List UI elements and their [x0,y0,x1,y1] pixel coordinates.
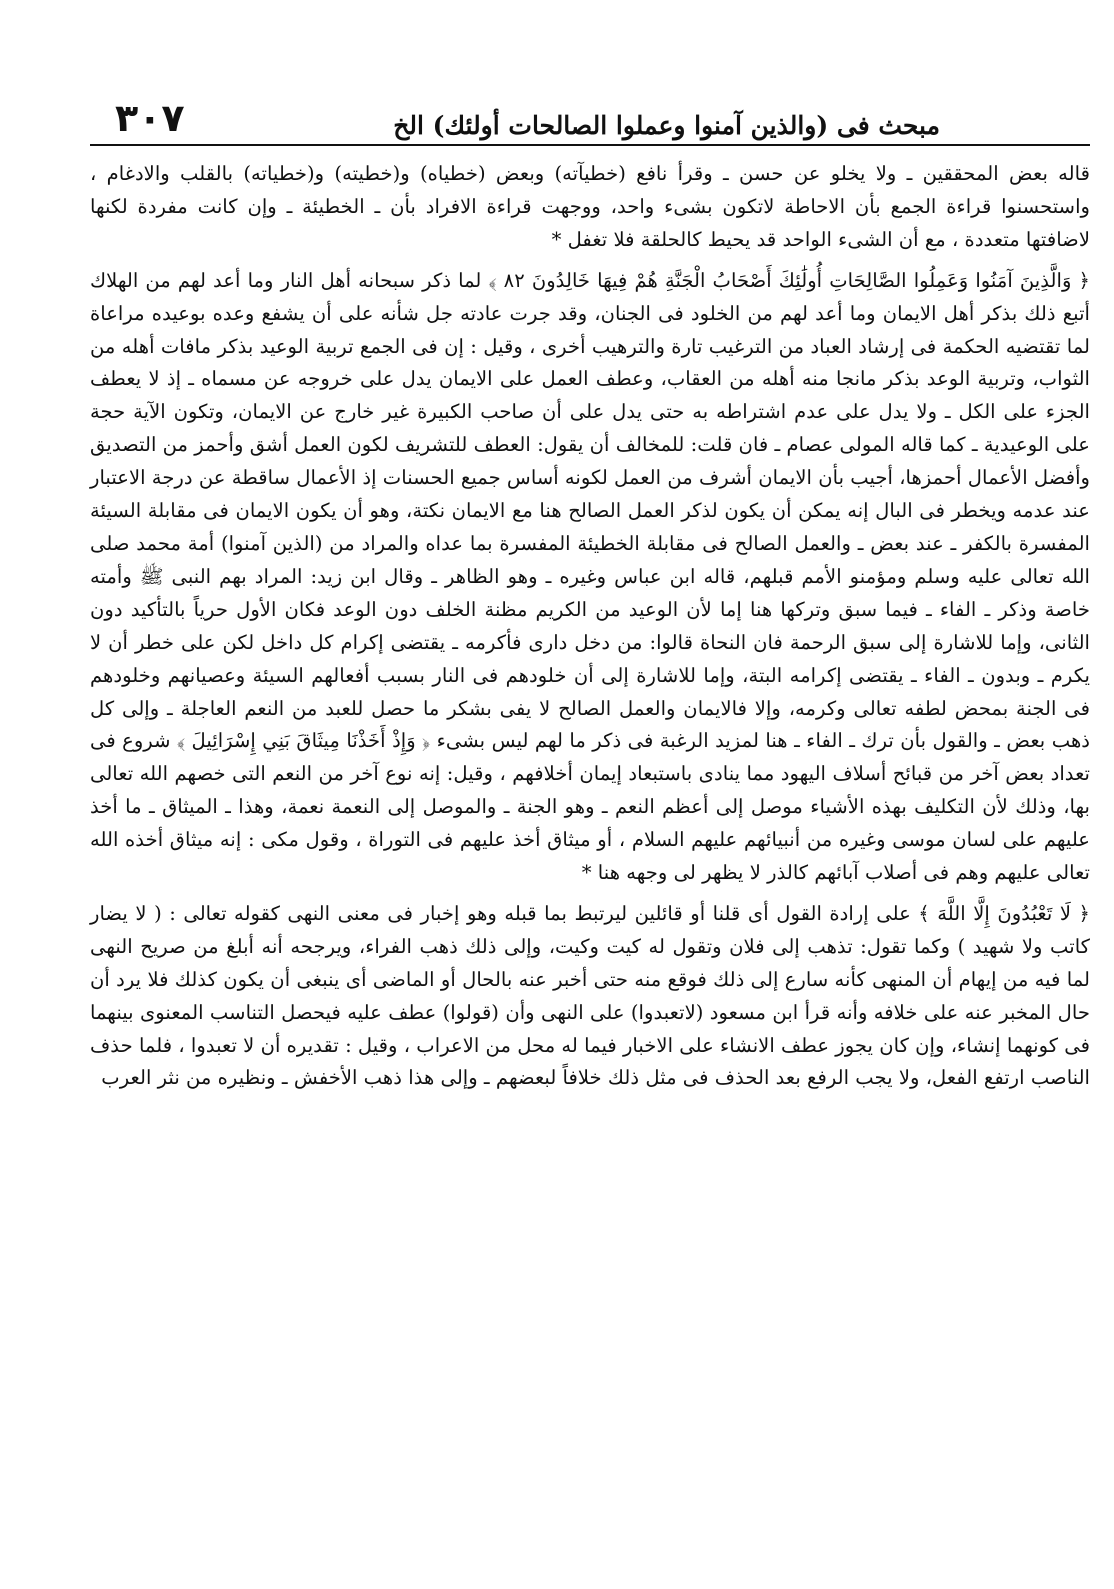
page-header [90,88,1090,146]
paragraph: ﴿ وَالَّذِينَ آمَنُوا وَعَمِلُوا الصَّالِحَاتِ أُولَٰئِكَ أَصْحَابُ الْجَنَّةِ هُمْ فِيهَا خَالِدُونَ ٨٢ ﴾ لما ذكر سبحانه أهل النار وما أعد لهم من الهلاك أتبع ذلك بذكر أهل الايمان وما أعد لهم من الخلود فى الجنان، وقد جرت عادته جل شأنه على أن يشفع وعده بوعيده مراعاة لما تقتضيه الحكمة فى إرشاد العباد من الترغيب تارة والترهيب أخرى ، وقيل : إن فى الجمع تربية الوعيد بذكر مافات أهله من الثواب، وتربية الوعد بذكر مانجا منه أهله من العقاب، وعطف العمل على الايمان يدل على خروجه عن مسماه ـ إذ لا يعطف الجزء على الكل ـ ولا يدل على عدم اشتراطه به حتى يدل على أن صاحب الكبيرة غير خارج عن الايمان، وتكون الآية حجة على الوعيدية ـ كما قاله المولى عصام ـ فان قلت: للمخالف أن يقول: العطف للتشريف لكون العمل أشق وأحمز من التصديق وأفضل الأعمال أحمزها، أجيب بأن الايمان أشرف من العمل لكونه أساس جميع الحسنات إذ الأعمال ساقطة عن درجة الاعتبار عند عدمه ويخطر فى البال إنه يمكن أن يكون لذكر العمل الصالح هنا مع الايمان نكتة، وهو أن يكون الايمان فى مقابلة السيئة المفسرة بالكفر ـ عند بعض ـ والعمل الصالح فى مقابلة الخطيئة المفسرة بما عداه والمراد من (الذين آمنوا) أمة محمد صلى الله تعالى عليه وسلم ومؤمنو الأمم قبلهم، قاله ابن عباس وغيره ـ وهو الظاهر ـ وقال ابن زيد: المراد بهم النبى ﷺ وأمته خاصة وذكر ـ الفاء ـ فيما سبق وتركها هنا إما لأن الوعيد من الكريم مظنة الخلف دون الوعد فكان الأول حرياً بالتأكيد دون الثانى، وإما للاشارة إلى سبق الرحمة فان النحاة قالوا: من دخل دارى فأكرمه ـ يقتضى إكرام كل داخل لكن على خطر أن لا يكرم ـ وبدون ـ الفاء ـ يقتضى إكرامه البتة، وإما للاشارة إلى أن خلودهم فى النار بسبب أفعالهم السيئة وعصيانهم وخلودهم فى الجنة بمحض لطفه تعالى وكرمه، وإلا فالايمان والعمل الصالح لا يفى بشكر ما حصل للعبد من النعم العاجلة ـ وإلى كل ذهب بعض ـ والقول بأن ترك ـ الفاء ـ هنا لمزيد الرغبة فى ذكر ما لهم ليس بشىء ﴿ وَإِذْ أَخَذْنَا مِيثَاقَ بَنِي إِسْرَائِيلَ ﴾ شروع فى تعداد بعض آخر من قبائح أسلاف اليهود مما ينادى باستبعاد إيمان أخلافهم ، وقيل: إنه نوع آخر من النعم التى خصهم الله تعالى بها، وذلك لأن التكليف بهذه الأشياء موصل إلى أعظم النعم ـ وهو الجنة ـ والموصل إلى النعمة نعمة، وهذا ـ الميثاق ـ ما أخذ عليهم على لسان موسى وغيره من أنبيائهم عليهم السلام ، أو ميثاق أخذ عليهم فى التوراة ، وقول مكى : إنه ميثاق أخذه الله تعالى عليهم وهم فى أصلاب آبائهم كالذر لا يظهر لى وجهه هنا * [90,268,1090,885]
book-page [90,88,1090,1568]
running-title: مبحث فى (والذين آمنوا وعملوا الصالحات أولئك) الخ [393,111,940,140]
page-body [90,158,1090,1095]
paragraph: قاله بعض المحققين ـ ولا يخلو عن حسن ـ وقرأ نافع (خطيآته) وبعض (خطياه) و(خطيته) و(خطياته) بالقلب والادغام ، واستحسنوا قراءة الجمع بأن الاحاطة لاتكون بشىء واحد، ووجهت قراءة الافراد بأن ـ الخطيئة ـ وإن كانت مفردة لكنها لاضافتها متعددة ، مع أن الشىء الواحد قد يحيط كالحلقة فلا تغفل * [90,162,1090,251]
page-number: ٣٠٧ [115,96,185,140]
paragraph: ﴿ لَا تَعْبُدُونَ إِلَّا اللَّهَ ﴾ على إرادة القول أى قلنا أو قائلين ليرتبط بما قبله وهو إخبار فى معنى النهى كقوله تعالى : ( لا يضار كاتب ولا شهيد ) وكما تقول: تذهب إلى فلان وتقول له كيت وكيت، وإلى ذلك ذهب الفراء، ويرجحه أنه أبلغ من صريح النهى لما فيه من إيهام أن المنهى كأنه سارع إلى ذلك فوقع منه حتى أخبر عنه بالحال أو الماضى أى ينبغى أن يكون كذلك فلا يرد أن حال المخبر عنه على خلافه وأنه قرأ ابن مسعود (لاتعبدوا) على النهى وأن (قولوا) عطف عليه فيحصل التناسب المعنوى بينهما فى كونهما إنشاء، وإن كان يجوز عطف الانشاء على الاخبار فيما له محل من الاعراب ، وقيل : تقديره أن لا تعبدوا ، فلما حذف الناصب ارتفع الفعل، ولا يجب الرفع بعد الحذف فى مثل ذلك خلافاً لبعضهم ـ وإلى هذا ذهب الأخفش ـ ونظيره من نثر العرب [90,901,1090,1090]
